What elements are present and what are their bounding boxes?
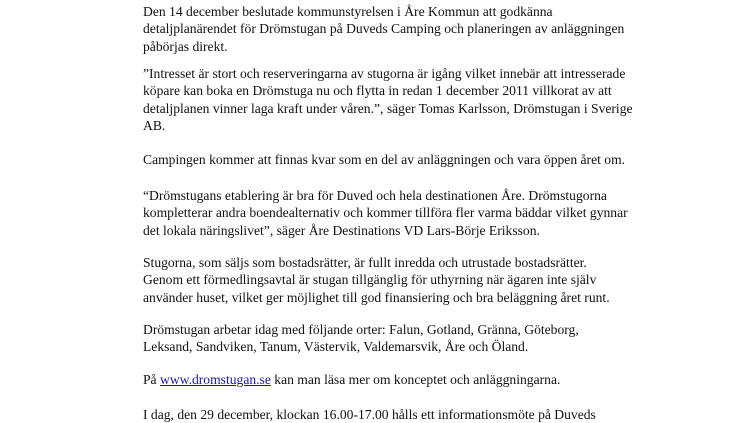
text-line: Campingen kommer att finnas kvar som en del av anläggningen och vara öppen året om. — [143, 152, 626, 167]
text-line: Den 14 december beslutade kommunstyrelsen i Åre Kommun att godkänna — [143, 4, 553, 19]
text-line: Genom ett förmedlingsavtal är stugan tillgänglig för uthyrning när ägaren inte själv — [143, 272, 597, 288]
text-line: det lokala näringslivet”, säger Åre Destinations VD Lars-Börje Eriksson. — [143, 222, 540, 238]
paragraph-locations — [143, 321, 579, 356]
text-line: I dag, den 29 december, klockan 16.00-17.00 hålls ett informationsmöte på Duveds — [143, 407, 596, 422]
paragraph-camping — [143, 151, 625, 168]
text-line: Leksand, Sandviken, Tanum, Västervik, Valdemarsvik, Åre och Öland. — [143, 339, 529, 355]
text-line: detaljplanen vinner laga kraft under våren.”, säger Tomas Karlsson, Drömstugan i Sverige — [143, 100, 633, 116]
website-prefix: På — [143, 372, 160, 387]
website-link[interactable]: www.dromstugan.se — [160, 372, 271, 387]
website-suffix: kan man läsa mer om konceptet och anläggningarna. — [270, 372, 561, 387]
paragraph-quote-karlsson — [143, 65, 633, 134]
text-line: detaljplanärendet för Drömstugan på Duveds Camping och planeringen av anläggningen — [143, 21, 625, 37]
paragraph-cottages — [143, 254, 610, 306]
text-line: köpare kan boka en Drömstuga nu och flytta in redan 1 december 2011 villkorat av att — [143, 83, 612, 99]
text-line: påbörjas direkt. — [143, 38, 228, 54]
paragraph-website — [143, 371, 560, 388]
text-line: Drömstugan arbetar idag med följande orter: Falun, Gotland, Gränna, Göteborg, — [143, 322, 579, 337]
text-line: kompletterar andra boendealternativ och kommer tillföra fler varma bäddar vilket gynnar — [143, 205, 628, 221]
paragraph-decision — [143, 3, 624, 55]
text-line: “Drömstugans etablering är bra för Duved och hela destinationen Åre. Drömstugorna — [143, 188, 607, 203]
text-line: AB. — [143, 117, 166, 133]
text-line: Stugorna, som säljs som bostadsrätter, är fullt inredda och utrustade bostadsrätter. — [143, 255, 587, 270]
text-line — [143, 371, 560, 388]
paragraph-quote-eriksson — [143, 187, 628, 239]
text-line: ”Intresset är stort och reserveringarna av stugorna är igång vilket innebär att intresserade — [143, 66, 626, 81]
paragraph-meeting — [143, 406, 596, 423]
text-line: använder huset, vilket ger möjlighet till god finansiering och bra beläggning året runt. — [143, 289, 610, 305]
